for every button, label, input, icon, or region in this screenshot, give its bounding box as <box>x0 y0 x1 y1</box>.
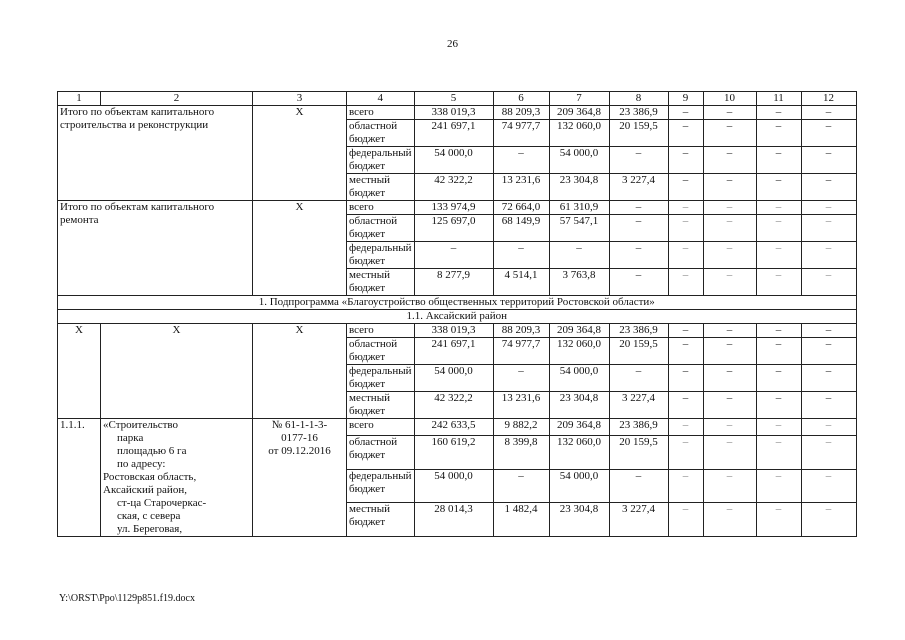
value-col-12: – <box>801 215 856 242</box>
value-col-6: 68 149,9 <box>493 215 549 242</box>
value-col-12: – <box>801 324 856 338</box>
value-col-11: – <box>756 242 801 269</box>
value-col-10: – <box>703 338 756 365</box>
value-col-7: 209 364,8 <box>549 106 609 120</box>
column-header-4: 4 <box>347 92 415 106</box>
object-name-line: ская, с севера <box>117 510 181 522</box>
object-name-line: по адресу: <box>117 458 166 470</box>
column-header-6: 6 <box>493 92 549 106</box>
district-title: 1.1. Аксайский район <box>58 310 857 324</box>
value-col-12: – <box>801 338 856 365</box>
value-col-5: 160 619,2 <box>414 436 493 470</box>
value-col-9: – <box>668 503 703 537</box>
column-header-9: 9 <box>668 92 703 106</box>
value-col-8: 20 159,5 <box>609 338 668 365</box>
value-col-6: – <box>493 365 549 392</box>
value-col-5: 241 697,1 <box>414 120 493 147</box>
value-col-7: 132 060,0 <box>549 436 609 470</box>
value-col-8: 23 386,9 <box>609 324 668 338</box>
value-col-12: – <box>801 436 856 470</box>
value-col-12: – <box>801 242 856 269</box>
value-col-6: – <box>493 469 549 503</box>
funding-source: местный бюджет <box>347 503 415 537</box>
value-col-8: 20 159,5 <box>609 436 668 470</box>
value-col-11: – <box>756 269 801 296</box>
value-col-8: 23 386,9 <box>609 106 668 120</box>
column-header-11: 11 <box>756 92 801 106</box>
funding-source: федеральный бюджет <box>347 469 415 503</box>
value-col-5: 338 019,3 <box>414 106 493 120</box>
funding-source: всего <box>347 324 415 338</box>
project-doc <box>253 419 347 537</box>
value-col-6: 4 514,1 <box>493 269 549 296</box>
value-col-12: – <box>801 201 856 215</box>
value-col-9: – <box>668 147 703 174</box>
value-col-5: 42 322,2 <box>414 392 493 419</box>
value-col-5: – <box>414 242 493 269</box>
value-col-7: 209 364,8 <box>549 419 609 436</box>
value-col-11: – <box>756 106 801 120</box>
column-header-8: 8 <box>609 92 668 106</box>
subprogram-title: 1. Подпрограмма «Благоустройство общественных территорий Ростовской области» <box>58 296 857 310</box>
value-col-7: 57 547,1 <box>549 215 609 242</box>
value-col-5: 54 000,0 <box>414 469 493 503</box>
value-col-9: – <box>668 106 703 120</box>
project-doc: Х <box>253 201 347 296</box>
value-col-11: – <box>756 215 801 242</box>
value-col-6: 13 231,6 <box>493 174 549 201</box>
value-col-9: – <box>668 174 703 201</box>
table-row <box>58 201 857 215</box>
value-col-8: – <box>609 269 668 296</box>
value-col-7: 3 763,8 <box>549 269 609 296</box>
project-doc-line: 0177-16 <box>281 432 318 444</box>
value-col-7: 23 304,8 <box>549 174 609 201</box>
funding-source: федеральный бюджет <box>347 147 415 174</box>
project-doc: Х <box>253 106 347 201</box>
value-col-9: – <box>668 419 703 436</box>
value-col-5: 28 014,3 <box>414 503 493 537</box>
value-col-5: 242 633,5 <box>414 419 493 436</box>
value-col-11: – <box>756 120 801 147</box>
funding-source: федеральный бюджет <box>347 365 415 392</box>
value-col-7: 23 304,8 <box>549 392 609 419</box>
object-name <box>101 419 253 537</box>
value-col-5: 338 019,3 <box>414 324 493 338</box>
value-col-5: 241 697,1 <box>414 338 493 365</box>
object-name: Итого по объектам капитального строительства и реконструкции <box>58 106 253 201</box>
value-col-10: – <box>703 215 756 242</box>
funding-source: всего <box>347 201 415 215</box>
value-col-8: – <box>609 201 668 215</box>
value-col-10: – <box>703 324 756 338</box>
value-col-12: – <box>801 174 856 201</box>
value-col-6: – <box>493 242 549 269</box>
value-col-12: – <box>801 120 856 147</box>
value-col-7: 132 060,0 <box>549 338 609 365</box>
value-col-7: 209 364,8 <box>549 324 609 338</box>
project-doc: Х <box>253 324 347 419</box>
funding-source: областной бюджет <box>347 215 415 242</box>
value-col-11: – <box>756 469 801 503</box>
value-col-5: 54 000,0 <box>414 365 493 392</box>
value-col-12: – <box>801 269 856 296</box>
value-col-12: – <box>801 503 856 537</box>
value-col-8: 23 386,9 <box>609 419 668 436</box>
project-doc-line: от 09.12.2016 <box>268 445 331 457</box>
funding-source: областной бюджет <box>347 436 415 470</box>
value-col-11: – <box>756 392 801 419</box>
value-col-10: – <box>703 503 756 537</box>
table-row <box>58 106 857 120</box>
value-col-8: – <box>609 365 668 392</box>
value-col-8: – <box>609 469 668 503</box>
value-col-9: – <box>668 201 703 215</box>
value-col-11: – <box>756 324 801 338</box>
value-col-6: 74 977,7 <box>493 120 549 147</box>
value-col-8: – <box>609 215 668 242</box>
value-col-6: 9 882,2 <box>493 419 549 436</box>
value-col-9: – <box>668 392 703 419</box>
value-col-10: – <box>703 365 756 392</box>
project-doc-line: № 61-1-1-3- <box>271 419 328 431</box>
table-row <box>58 419 857 436</box>
value-col-11: – <box>756 503 801 537</box>
value-col-10: – <box>703 201 756 215</box>
value-col-12: – <box>801 147 856 174</box>
value-col-11: – <box>756 365 801 392</box>
table-row <box>58 324 857 338</box>
header-row <box>58 92 857 106</box>
value-col-6: 74 977,7 <box>493 338 549 365</box>
funding-source: федеральный бюджет <box>347 242 415 269</box>
value-col-8: 3 227,4 <box>609 392 668 419</box>
value-col-8: – <box>609 147 668 174</box>
value-col-10: – <box>703 469 756 503</box>
value-col-9: – <box>668 365 703 392</box>
value-col-7: 61 310,9 <box>549 201 609 215</box>
column-header-2: 2 <box>101 92 253 106</box>
file-path-footer: Y:\ORST\Ppo\1129p851.f19.docx <box>59 593 195 604</box>
value-col-6: 8 399,8 <box>493 436 549 470</box>
value-col-9: – <box>668 242 703 269</box>
value-col-7: 54 000,0 <box>549 365 609 392</box>
value-col-5: 42 322,2 <box>414 174 493 201</box>
value-col-11: – <box>756 436 801 470</box>
column-header-12: 12 <box>801 92 856 106</box>
budget-table <box>57 91 857 537</box>
object-name: Х <box>101 324 253 419</box>
funding-source: всего <box>347 106 415 120</box>
value-col-9: – <box>668 120 703 147</box>
column-header-1: 1 <box>58 92 101 106</box>
value-col-12: – <box>801 392 856 419</box>
funding-source: местный бюджет <box>347 392 415 419</box>
value-col-9: – <box>668 436 703 470</box>
object-name: Итого по объектам капитального ремонта <box>58 201 253 296</box>
subprogram-row <box>58 296 857 310</box>
district-row <box>58 310 857 324</box>
value-col-6: 88 209,3 <box>493 106 549 120</box>
value-col-11: – <box>756 201 801 215</box>
value-col-9: – <box>668 215 703 242</box>
funding-source: местный бюджет <box>347 174 415 201</box>
object-name-line: ст-ца Старочеркас- <box>117 497 207 509</box>
object-name-line: площадью 6 га <box>117 445 187 457</box>
value-col-10: – <box>703 147 756 174</box>
value-col-10: – <box>703 174 756 201</box>
value-col-5: 133 974,9 <box>414 201 493 215</box>
object-name-line: Ростовская область, <box>103 471 197 483</box>
value-col-6: 13 231,6 <box>493 392 549 419</box>
value-col-5: 54 000,0 <box>414 147 493 174</box>
value-col-11: – <box>756 174 801 201</box>
column-header-7: 7 <box>549 92 609 106</box>
value-col-7: 54 000,0 <box>549 147 609 174</box>
value-col-10: – <box>703 120 756 147</box>
value-col-11: – <box>756 147 801 174</box>
value-col-10: – <box>703 242 756 269</box>
value-col-10: – <box>703 419 756 436</box>
value-col-6: 72 664,0 <box>493 201 549 215</box>
object-name-line: «Строительство <box>103 419 179 431</box>
value-col-10: – <box>703 269 756 296</box>
value-col-9: – <box>668 324 703 338</box>
funding-source: областной бюджет <box>347 338 415 365</box>
value-col-11: – <box>756 419 801 436</box>
value-col-12: – <box>801 106 856 120</box>
value-col-8: – <box>609 242 668 269</box>
column-header-5: 5 <box>414 92 493 106</box>
value-col-8: 3 227,4 <box>609 503 668 537</box>
value-col-12: – <box>801 365 856 392</box>
value-col-10: – <box>703 106 756 120</box>
object-name-line: Аксайский район, <box>103 484 187 496</box>
funding-source: местный бюджет <box>347 269 415 296</box>
value-col-8: 20 159,5 <box>609 120 668 147</box>
value-col-6: 88 209,3 <box>493 324 549 338</box>
column-header-10: 10 <box>703 92 756 106</box>
value-col-10: – <box>703 392 756 419</box>
funding-source: всего <box>347 419 415 436</box>
row-number: 1.1.1. <box>58 419 101 537</box>
object-name-line: ул. Береговая, <box>117 523 183 535</box>
value-col-7: 132 060,0 <box>549 120 609 147</box>
value-col-6: – <box>493 147 549 174</box>
value-col-7: 23 304,8 <box>549 503 609 537</box>
value-col-11: – <box>756 338 801 365</box>
value-col-12: – <box>801 469 856 503</box>
row-number: Х <box>58 324 101 419</box>
value-col-7: – <box>549 242 609 269</box>
value-col-5: 125 697,0 <box>414 215 493 242</box>
value-col-10: – <box>703 436 756 470</box>
value-col-9: – <box>668 269 703 296</box>
object-name-line: парка <box>117 432 144 444</box>
value-col-12: – <box>801 419 856 436</box>
value-col-9: – <box>668 338 703 365</box>
column-header-3: 3 <box>253 92 347 106</box>
value-col-8: 3 227,4 <box>609 174 668 201</box>
funding-source: областной бюджет <box>347 120 415 147</box>
page-number: 26 <box>447 38 458 50</box>
value-col-6: 1 482,4 <box>493 503 549 537</box>
value-col-9: – <box>668 469 703 503</box>
value-col-7: 54 000,0 <box>549 469 609 503</box>
value-col-5: 8 277,9 <box>414 269 493 296</box>
